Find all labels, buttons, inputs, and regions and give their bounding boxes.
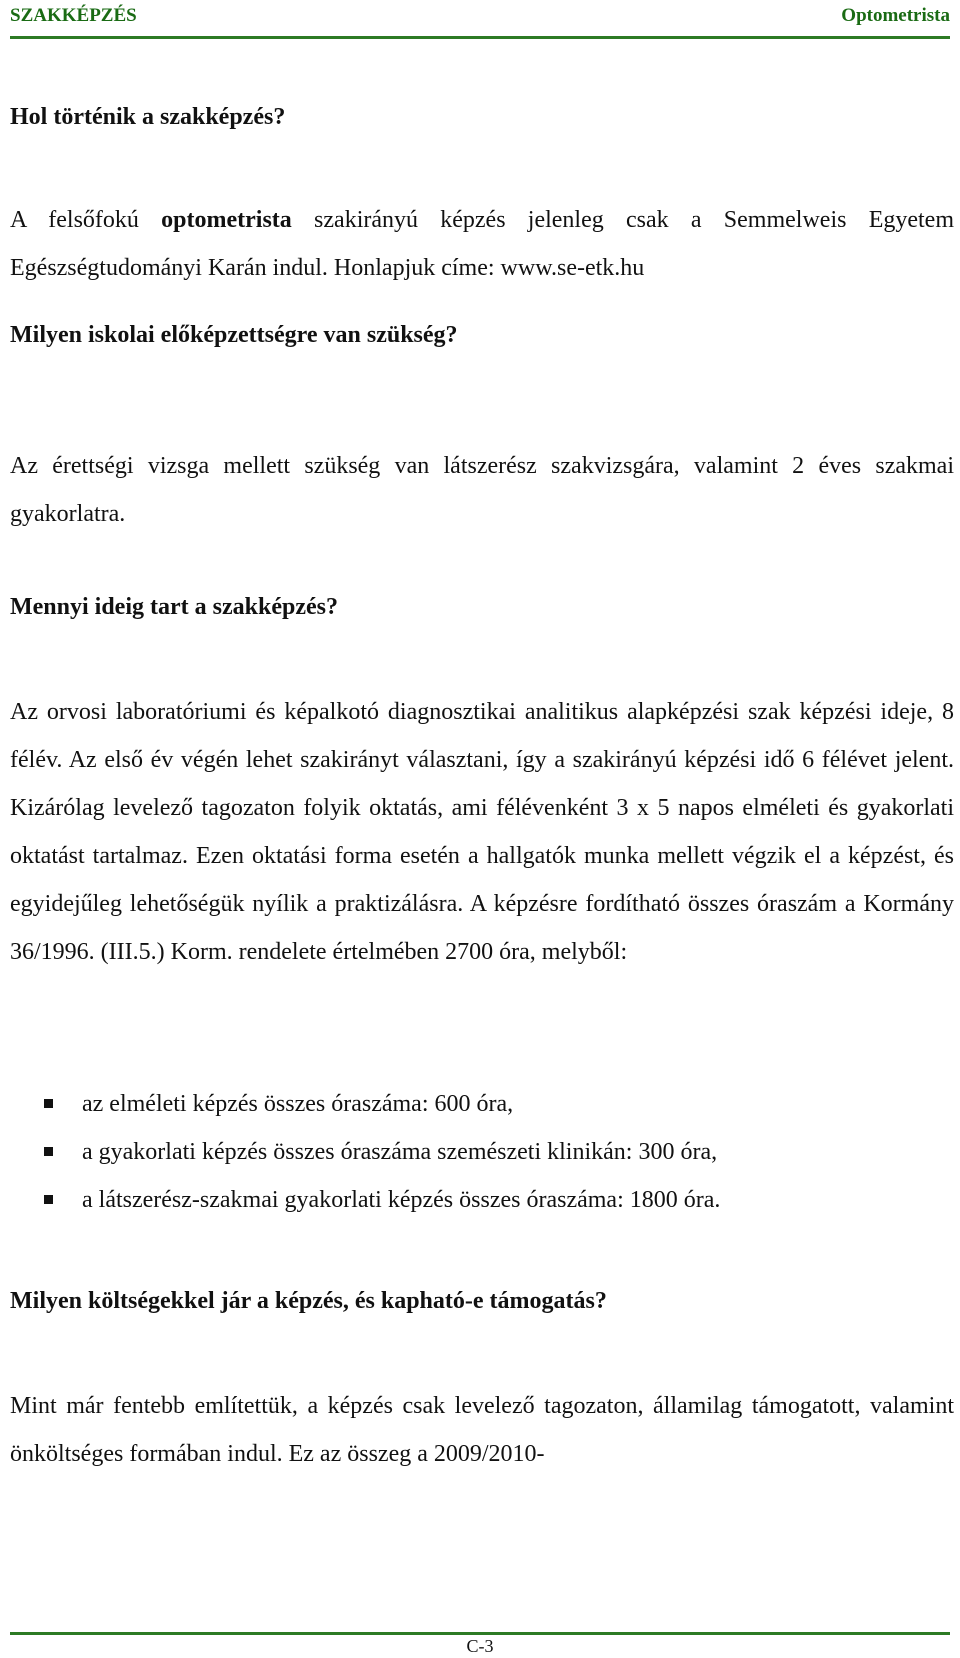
square-bullet-icon <box>44 1195 53 1204</box>
list-item <box>10 1176 954 1224</box>
page-number: C-3 <box>466 1636 494 1656</box>
question-heading-where: Hol történik a szakképzés? <box>10 104 286 130</box>
question-heading-prerequisites: Milyen iskolai előképzettségre van szükség? <box>10 322 458 348</box>
question-heading-costs: Milyen költségekkel jár a képzés, és kapható-e támogatás? <box>10 1288 607 1314</box>
running-header <box>10 0 950 38</box>
list-item <box>10 1128 954 1176</box>
footer-rule <box>10 1632 950 1635</box>
answer-where-bold: optometrista <box>161 207 292 233</box>
answer-where-text-2: szakirányú képzés jelenleg csak a Semmelweis Egyetem Egészségtudományi Karán indul. Honlapjuk címe: www.se-etk.hu <box>10 207 954 281</box>
list-item-text: a látszerész-szakmai gyakorlati képzés összes óraszáma: 1800 óra. <box>82 1187 721 1213</box>
header-rule <box>10 36 950 39</box>
square-bullet-icon <box>44 1147 53 1156</box>
header-document-title: Optometrista <box>841 5 950 26</box>
answer-where-text-1: A felsőfokú <box>10 207 162 233</box>
list-item-text: a gyakorlati képzés összes óraszáma szemészeti klinikán: 300 óra, <box>82 1139 718 1165</box>
hours-breakdown-list <box>10 1080 954 1224</box>
answer-duration: Az orvosi laboratóriumi és képalkotó diagnosztikai analitikus alapképzési szak képzési ideje, 8 félév. Az első év végén lehet szakirányt választani, így a szakirányú képzési idő 6 félévet jelent. Kizárólag levelező tagozaton folyik oktatás, ami félévenként 3 x 5 napos elméleti és gyakorlati oktatást tartalmaz. Ezen oktatási forma esetén a hallgatók munka mellett végzik el a képzést, és egyidejűleg lehetőségük nyílik a praktizálásra. A képzésre fordítható összes óraszám a Kormány 36/1996. (III.5.) Korm. rendelete értelmében 2700 óra, melyből: <box>10 699 954 965</box>
question-heading-duration: Mennyi ideig tart a szakképzés? <box>10 594 338 620</box>
answer-costs: Mint már fentebb említettük, a képzés csak levelező tagozaton, államilag támogatott, valamint önköltséges formában indul. Ez az összeg a 2009/2010- <box>10 1393 954 1467</box>
square-bullet-icon <box>44 1099 53 1108</box>
header-section-title: SZAKKÉPZÉS <box>10 5 137 26</box>
answer-prerequisites: Az érettségi vizsga mellett szükség van látszerész szakvizsgára, valamint 2 éves szakmai gyakorlatra. <box>10 453 954 527</box>
list-item-text: az elméleti képzés összes óraszáma: 600 óra, <box>82 1091 514 1117</box>
answer-where <box>10 196 954 292</box>
list-item <box>10 1080 954 1128</box>
